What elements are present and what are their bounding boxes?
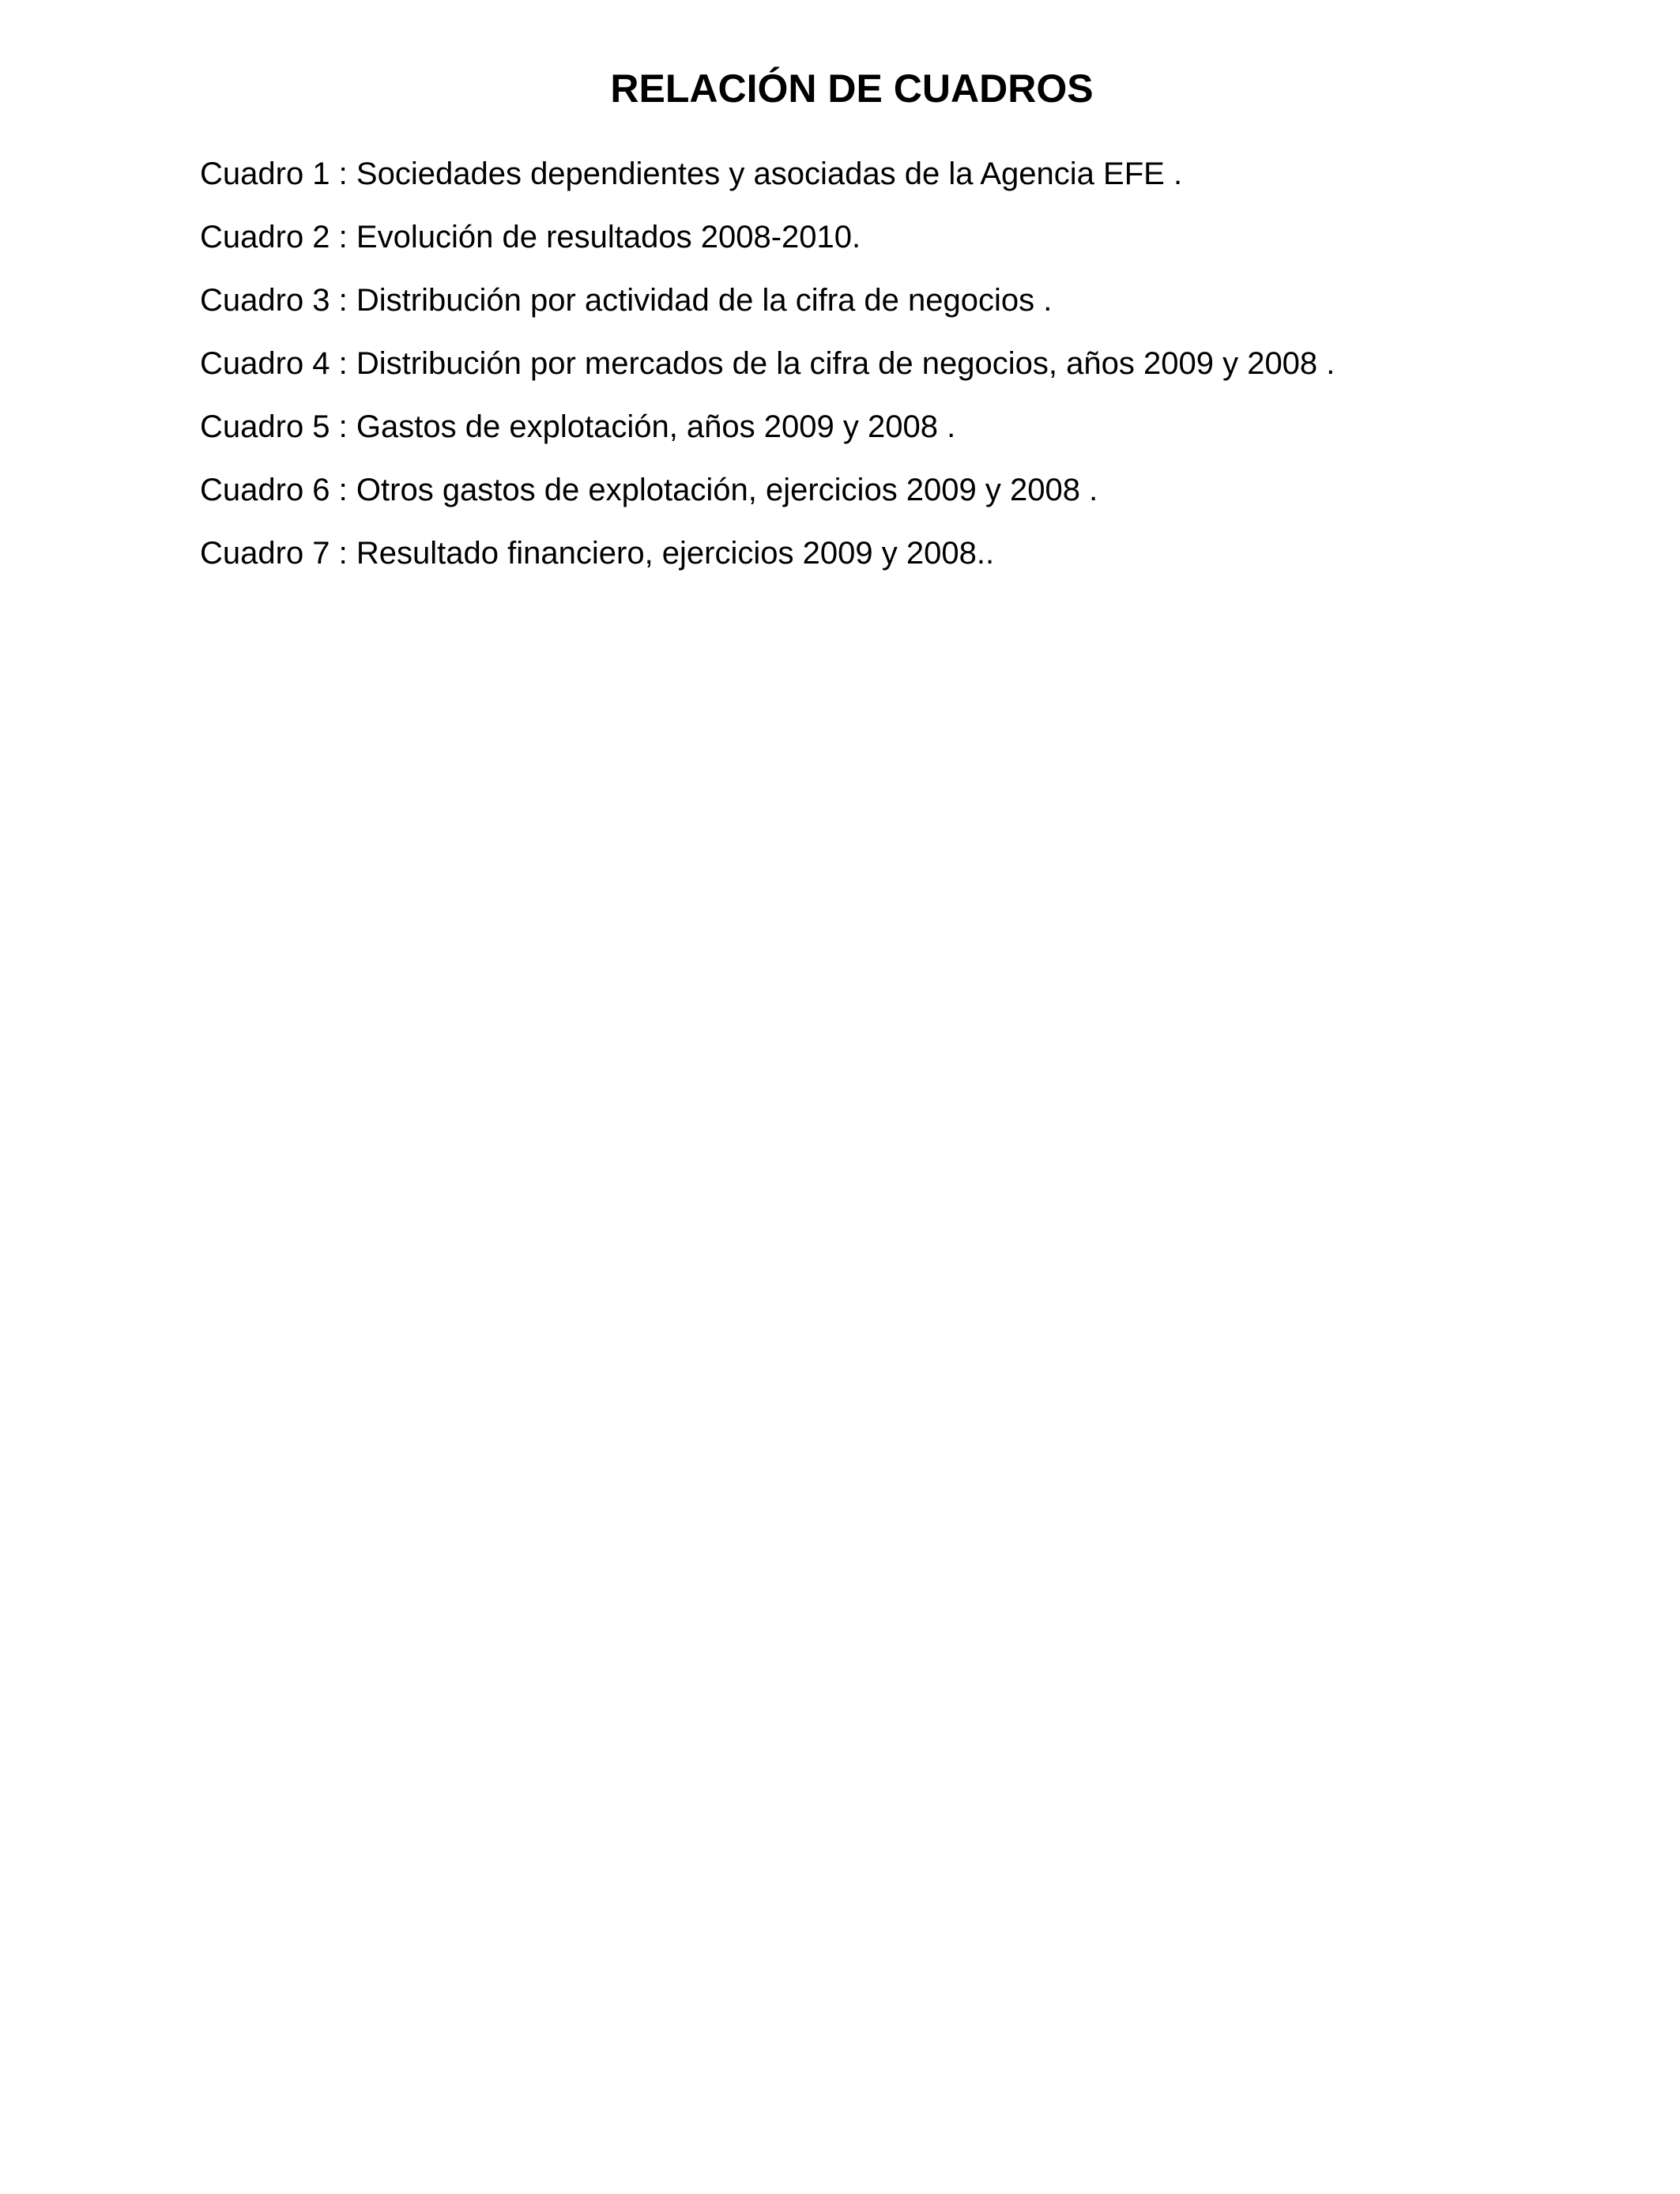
cuadro-separator: : (330, 409, 356, 444)
list-item (200, 522, 1335, 585)
cuadro-description: Evolución de resultados 2008-2010. (356, 220, 861, 254)
cuadro-separator: : (330, 346, 356, 381)
cuadro-separator: : (330, 536, 356, 571)
cuadro-separator: : (330, 220, 356, 254)
cuadro-label: Cuadro 2 (200, 220, 330, 254)
cuadro-description: Otros gastos de explotación, ejercicios 2009 y 2008 . (356, 473, 1098, 507)
list-item (200, 458, 1335, 522)
cuadro-description: Sociedades dependientes y asociadas de la Agencia EFE . (356, 156, 1183, 191)
cuadro-label: Cuadro 4 (200, 346, 330, 381)
cuadro-description: Distribución por actividad de la cifra de negocios . (356, 283, 1053, 318)
cuadro-separator: : (330, 473, 356, 507)
cuadro-description: Distribución por mercados de la cifra de negocios, años 2009 y 2008 . (356, 346, 1335, 381)
cuadro-label: Cuadro 7 (200, 536, 330, 571)
list-item (200, 332, 1335, 395)
cuadro-label: Cuadro 3 (200, 283, 330, 318)
cuadro-label: Cuadro 6 (200, 473, 330, 507)
cuadro-description: Resultado financiero, ejercicios 2009 y 2008.. (356, 536, 995, 571)
cuadro-separator: : (330, 283, 356, 318)
cuadro-separator: : (330, 156, 356, 191)
list-item (200, 269, 1335, 332)
list-item (200, 205, 1335, 269)
cuadros-list (200, 142, 1335, 585)
list-item (200, 142, 1335, 205)
cuadro-label: Cuadro 5 (200, 409, 330, 444)
cuadro-description: Gastos de explotación, años 2009 y 2008 . (356, 409, 956, 444)
cuadro-label: Cuadro 1 (200, 156, 330, 191)
list-item (200, 395, 1335, 458)
page-title: RELACIÓN DE CUADROS (610, 66, 1094, 111)
